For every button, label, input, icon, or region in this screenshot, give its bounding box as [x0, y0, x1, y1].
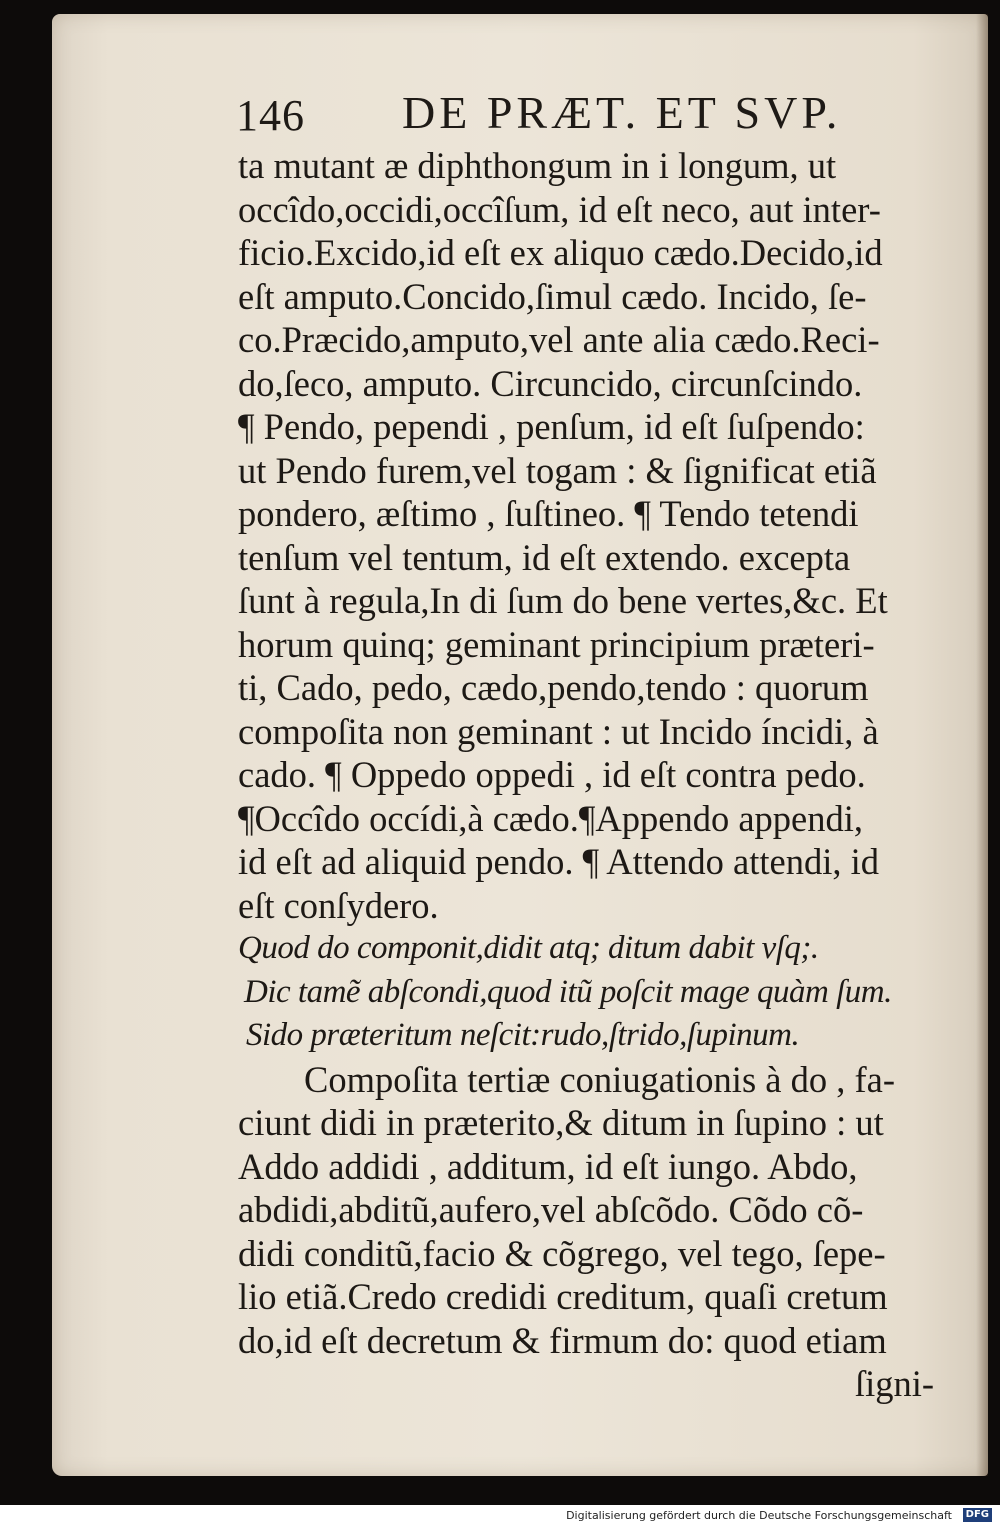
paragraph-line: ciunt didi in præterito,& ditum in ſupino : ut: [238, 1102, 884, 1143]
verse-line: Quod do componit,didit atq; ditum dabit vſq;.: [238, 930, 819, 966]
paragraph-line: lio etiã.Credo credidi creditum, quaſi cretum: [238, 1276, 888, 1317]
text-line: cado. ¶ Oppedo oppedi , id eſt contra pedo.: [238, 754, 866, 795]
text-line: ti, Cado, pedo, cædo,pendo,tendo : quorum: [238, 667, 869, 708]
text-line: occîdo,occidi,occîſum, id eſt neco, aut inter-: [238, 188, 881, 230]
dfg-logo-icon: DFG: [963, 1508, 992, 1522]
paragraph-line: do,id eſt decretum & firmum do: quod etiam: [238, 1319, 887, 1361]
text-line: ¶ Pendo, pependi , penſum, id eſt ſuſpendo:: [238, 406, 865, 447]
running-title: DE PRÆT. ET SVP.: [402, 87, 842, 138]
text-line: eſt conſydero.: [238, 884, 439, 926]
text-line: ut Pendo furem,vel togam : & ſignificat etiã: [238, 449, 877, 491]
paragraph-line: didi conditũ,facio & cõgrego, vel tego, ſepe-: [238, 1232, 886, 1274]
text-line: ta mutant æ diphthongum in i longum, ut: [238, 145, 837, 186]
text-line: ſunt à regula,In di ſum do bene vertes,&c. Et: [238, 580, 888, 621]
footer-bar: [0, 1505, 1000, 1527]
page-gutter-shadow: [976, 14, 988, 1476]
text-line: horum quinq; geminant principium præteri-: [238, 623, 875, 665]
text-line: eſt amputo.Concido,ſimul cædo. Incido, ſe-: [238, 275, 867, 317]
text-line: compoſita non geminant : ut Incido íncidi, à: [238, 710, 879, 752]
paragraph-line: Addo addidi , additum, id eſt iungo. Abdo,: [238, 1145, 858, 1187]
running-head: [236, 84, 856, 146]
text-line: ficio.Excido,id eſt ex aliquo cædo.Decido,id: [238, 232, 883, 273]
text-line: pondero, æſtimo , ſuſtineo. ¶ Tendo tetendi: [238, 493, 859, 534]
paragraph-line: Compoſita tertiæ coniugationis à do , fa-: [304, 1058, 895, 1100]
text-line: do,ſeco, amputo. Circuncido, circunſcindo.: [238, 362, 863, 404]
verse-line: Dic tamẽ abſcondi,quod itũ poſcit mage quàm ſum.: [244, 973, 892, 1010]
paragraph-line: abdidi,abditũ,aufero,vel abſcõdo. Cõdo cõ-: [238, 1189, 864, 1230]
text-line: co.Præcido,amputo,vel ante alia cædo.Reci-: [238, 319, 880, 360]
catchword: ſigni-: [854, 1363, 934, 1404]
text-line: tenſum vel tentum, id eſt extendo. excepta: [238, 536, 851, 578]
funding-credit: Digitalisierung gefördert durch die Deutsche Forschungsgemeinschaft: [566, 1509, 952, 1522]
text-line: ¶Occîdo occídi,à cædo.¶Appendo appendi,: [238, 797, 864, 839]
body-text: [238, 144, 948, 1406]
page-number: 146: [236, 91, 305, 140]
text-line: id eſt ad aliquid pendo. ¶ Attendo attendi, id: [238, 841, 879, 882]
verse-line: Sido præteritum neſcit:rudo,ſtrido,ſupinum.: [246, 1017, 800, 1053]
